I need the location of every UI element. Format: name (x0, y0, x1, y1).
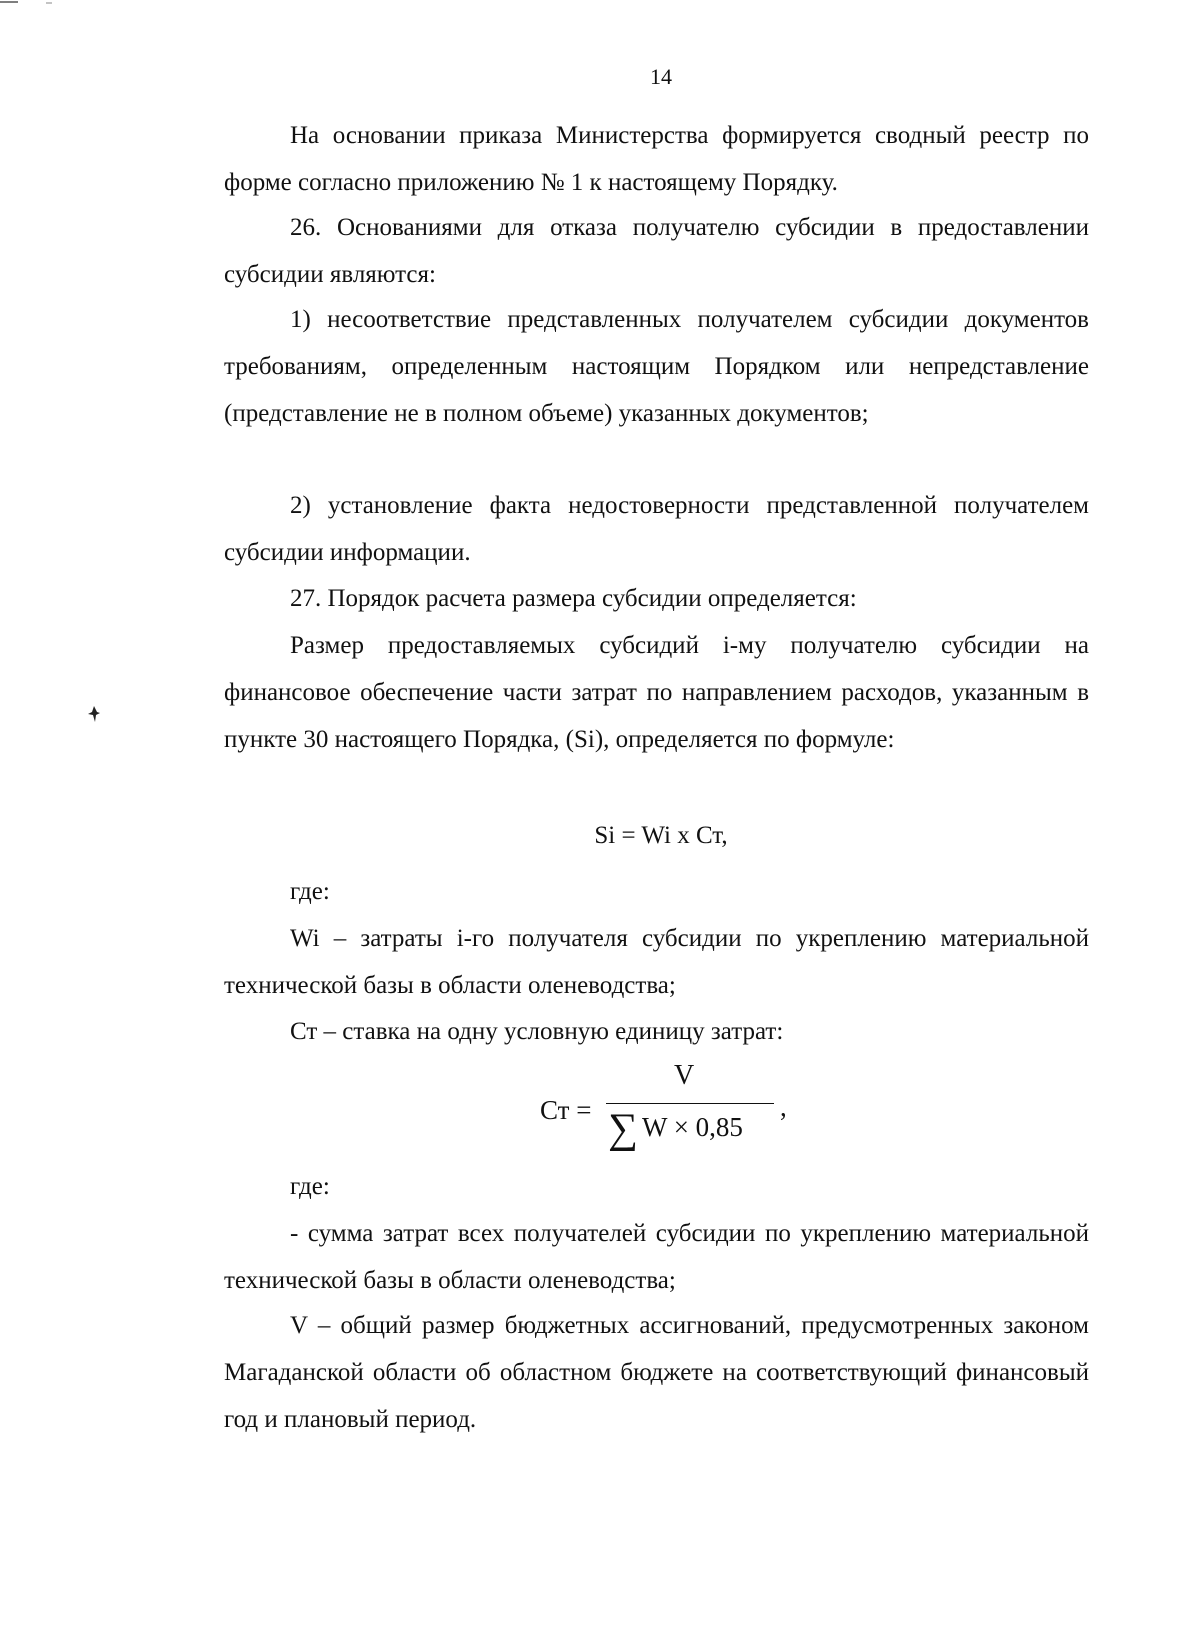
paragraph-wi-definition: Wi – затраты i-го получателя субсидии по укреплению материальной технической базы в области оленеводства; (224, 925, 1089, 999)
paragraph-26: 26. Основаниями для отказа получателю субсидии в предоставлении субсидии являются: (224, 214, 1089, 288)
formula-denominator-text: W × 0,85 (641, 1112, 743, 1142)
formula-si: Si = Wi x Ст, (594, 822, 728, 849)
sigma-symbol: ∑ (608, 1106, 638, 1152)
paragraph-27: 27. Порядок расчета размера субсидии определяется: (290, 585, 857, 612)
scan-speck (88, 706, 100, 722)
formula-st-lhs: Ст = (540, 1095, 592, 1125)
paragraph-sum-definition: - сумма затрат всех получателей субсидии по укреплению материальной технической базы в области оленеводства; (224, 1220, 1089, 1294)
where-label-1: где: (290, 878, 330, 905)
formula-denominator (608, 1108, 743, 1150)
paragraph-v-definition: V – общий размер бюджетных ассигнований, предусмотренных законом Магаданской области об областном бюджете на соответствующий финансовый год и плановый период. (224, 1312, 1089, 1433)
paragraph-registry: На основании приказа Министерства формируется сводный реестр по форме согласно приложению № 1 к настоящему Порядку. (224, 122, 1089, 196)
formula-trailing-comma: , (780, 1092, 787, 1122)
formula-numerator: V (674, 1060, 695, 1091)
scan-corner-mark (0, 0, 60, 10)
paragraph-subsidy-size: Размер предоставляемых субсидий i-му получателю субсидии на финансовое обеспечение части затрат по направлением расходов, указанным в пункте 30 настоящего Порядка, (Si), определяется по формуле: (224, 632, 1089, 753)
where-label-2: где: (290, 1173, 330, 1200)
paragraph-26-item-2: 2) установление факта недостоверности представленной получателем субсидии информации. (224, 492, 1089, 566)
paragraph-26-item-1: 1) несоответствие представленных получателем субсидии документов требованиям, определенным настоящим Порядком или непредставление (представление не в полном объеме) указанных документов; (224, 306, 1089, 427)
fraction-bar (606, 1103, 774, 1104)
page-number: 14 (650, 64, 672, 89)
formula-st-fraction (528, 1060, 808, 1170)
paragraph-st-definition: Ст – ставка на одну условную единицу затрат: (290, 1018, 784, 1045)
